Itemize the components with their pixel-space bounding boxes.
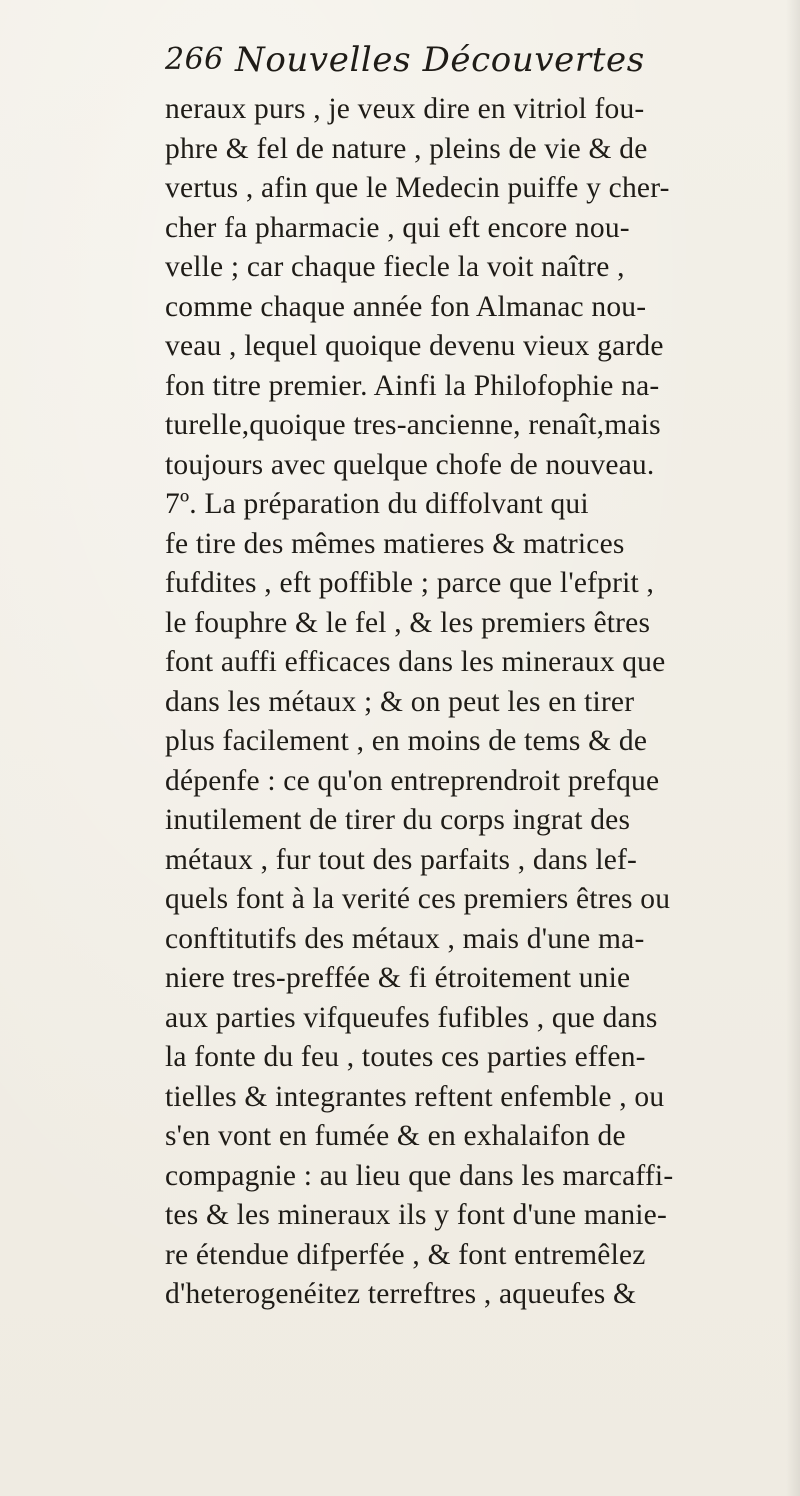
text-line: dans les métaux ; & on peut les en tirer: [165, 685, 635, 718]
text-line: tielles & integrantes reftent enfemble , ou: [165, 1080, 665, 1113]
page-number: 266: [165, 42, 224, 77]
text-line: turelle,quoique tres-ancienne, renaît,mais: [165, 409, 661, 441]
text-line: aux parties vifqueufes fufibles , que dans: [165, 1001, 658, 1034]
text-line: re étendue difperfée , & font entremêlez: [165, 1238, 646, 1271]
text-line: d'heterogenéitez terreftres , aqueufes &: [165, 1278, 637, 1310]
text-line: vertus , afin que le Medecin puiffe y cher-: [165, 172, 670, 204]
text-line: inutilement de tirer du corps ingrat des: [165, 804, 631, 836]
text-line: tes & les mineraux ils y font d'une manie-: [165, 1199, 667, 1231]
text-line: le fouphre & le fel , & les premiers êtres: [165, 606, 651, 639]
page-header: [165, 40, 775, 88]
text-line: dépenfe : ce qu'on entreprendroit prefque: [165, 764, 660, 797]
text-line: conftitutifs des métaux , mais d'une ma-: [165, 922, 645, 955]
text-line: 7º. La préparation du diffolvant qui: [165, 488, 589, 520]
text-line: neraux purs , je veux dire en vitriol fou-: [165, 93, 645, 125]
text-line: cher fa pharmacie , qui eft encore nou-: [165, 211, 630, 244]
text-line: font auffi efficaces dans les mineraux que: [165, 646, 666, 678]
text-line: fe tire des mêmes matieres & matrices: [165, 527, 625, 560]
page-edge-shadow: [786, 0, 800, 1496]
text-line: plus facilement , en moins de tems & de: [165, 725, 648, 757]
text-line: métaux , fur tout des parfaits , dans lef-: [165, 843, 638, 876]
text-line: veau , lequel quoique devenu vieux garde: [165, 330, 664, 362]
text-line: phre & fel de nature , pleins de vie & de: [165, 132, 648, 165]
text-line: comme chaque année fon Almanac nou-: [165, 290, 647, 323]
running-head: Nouvelles Découvertes: [235, 40, 645, 80]
text-line: compagnie : au lieu que dans les marcaffi-: [165, 1159, 674, 1192]
text-line: toujours avec quelque chofe de nouveau.: [165, 448, 655, 481]
body-text: [165, 90, 780, 1315]
text-line: s'en vont en fumée & en exhalaifon de: [165, 1120, 626, 1152]
text-line: fon titre premier. Ainfi la Philofophie na-: [165, 369, 660, 402]
text-line: la fonte du feu , toutes ces parties effen-: [165, 1041, 646, 1073]
text-line: quels font à la verité ces premiers êtres ou: [165, 883, 671, 915]
text-line: velle ; car chaque fiecle la voit naître ,: [165, 251, 625, 283]
text-line: niere tres-preffée & fi étroitement unie: [165, 962, 631, 994]
text-line: fufdites , eft poffible ; parce que l'efprit ,: [165, 567, 655, 599]
